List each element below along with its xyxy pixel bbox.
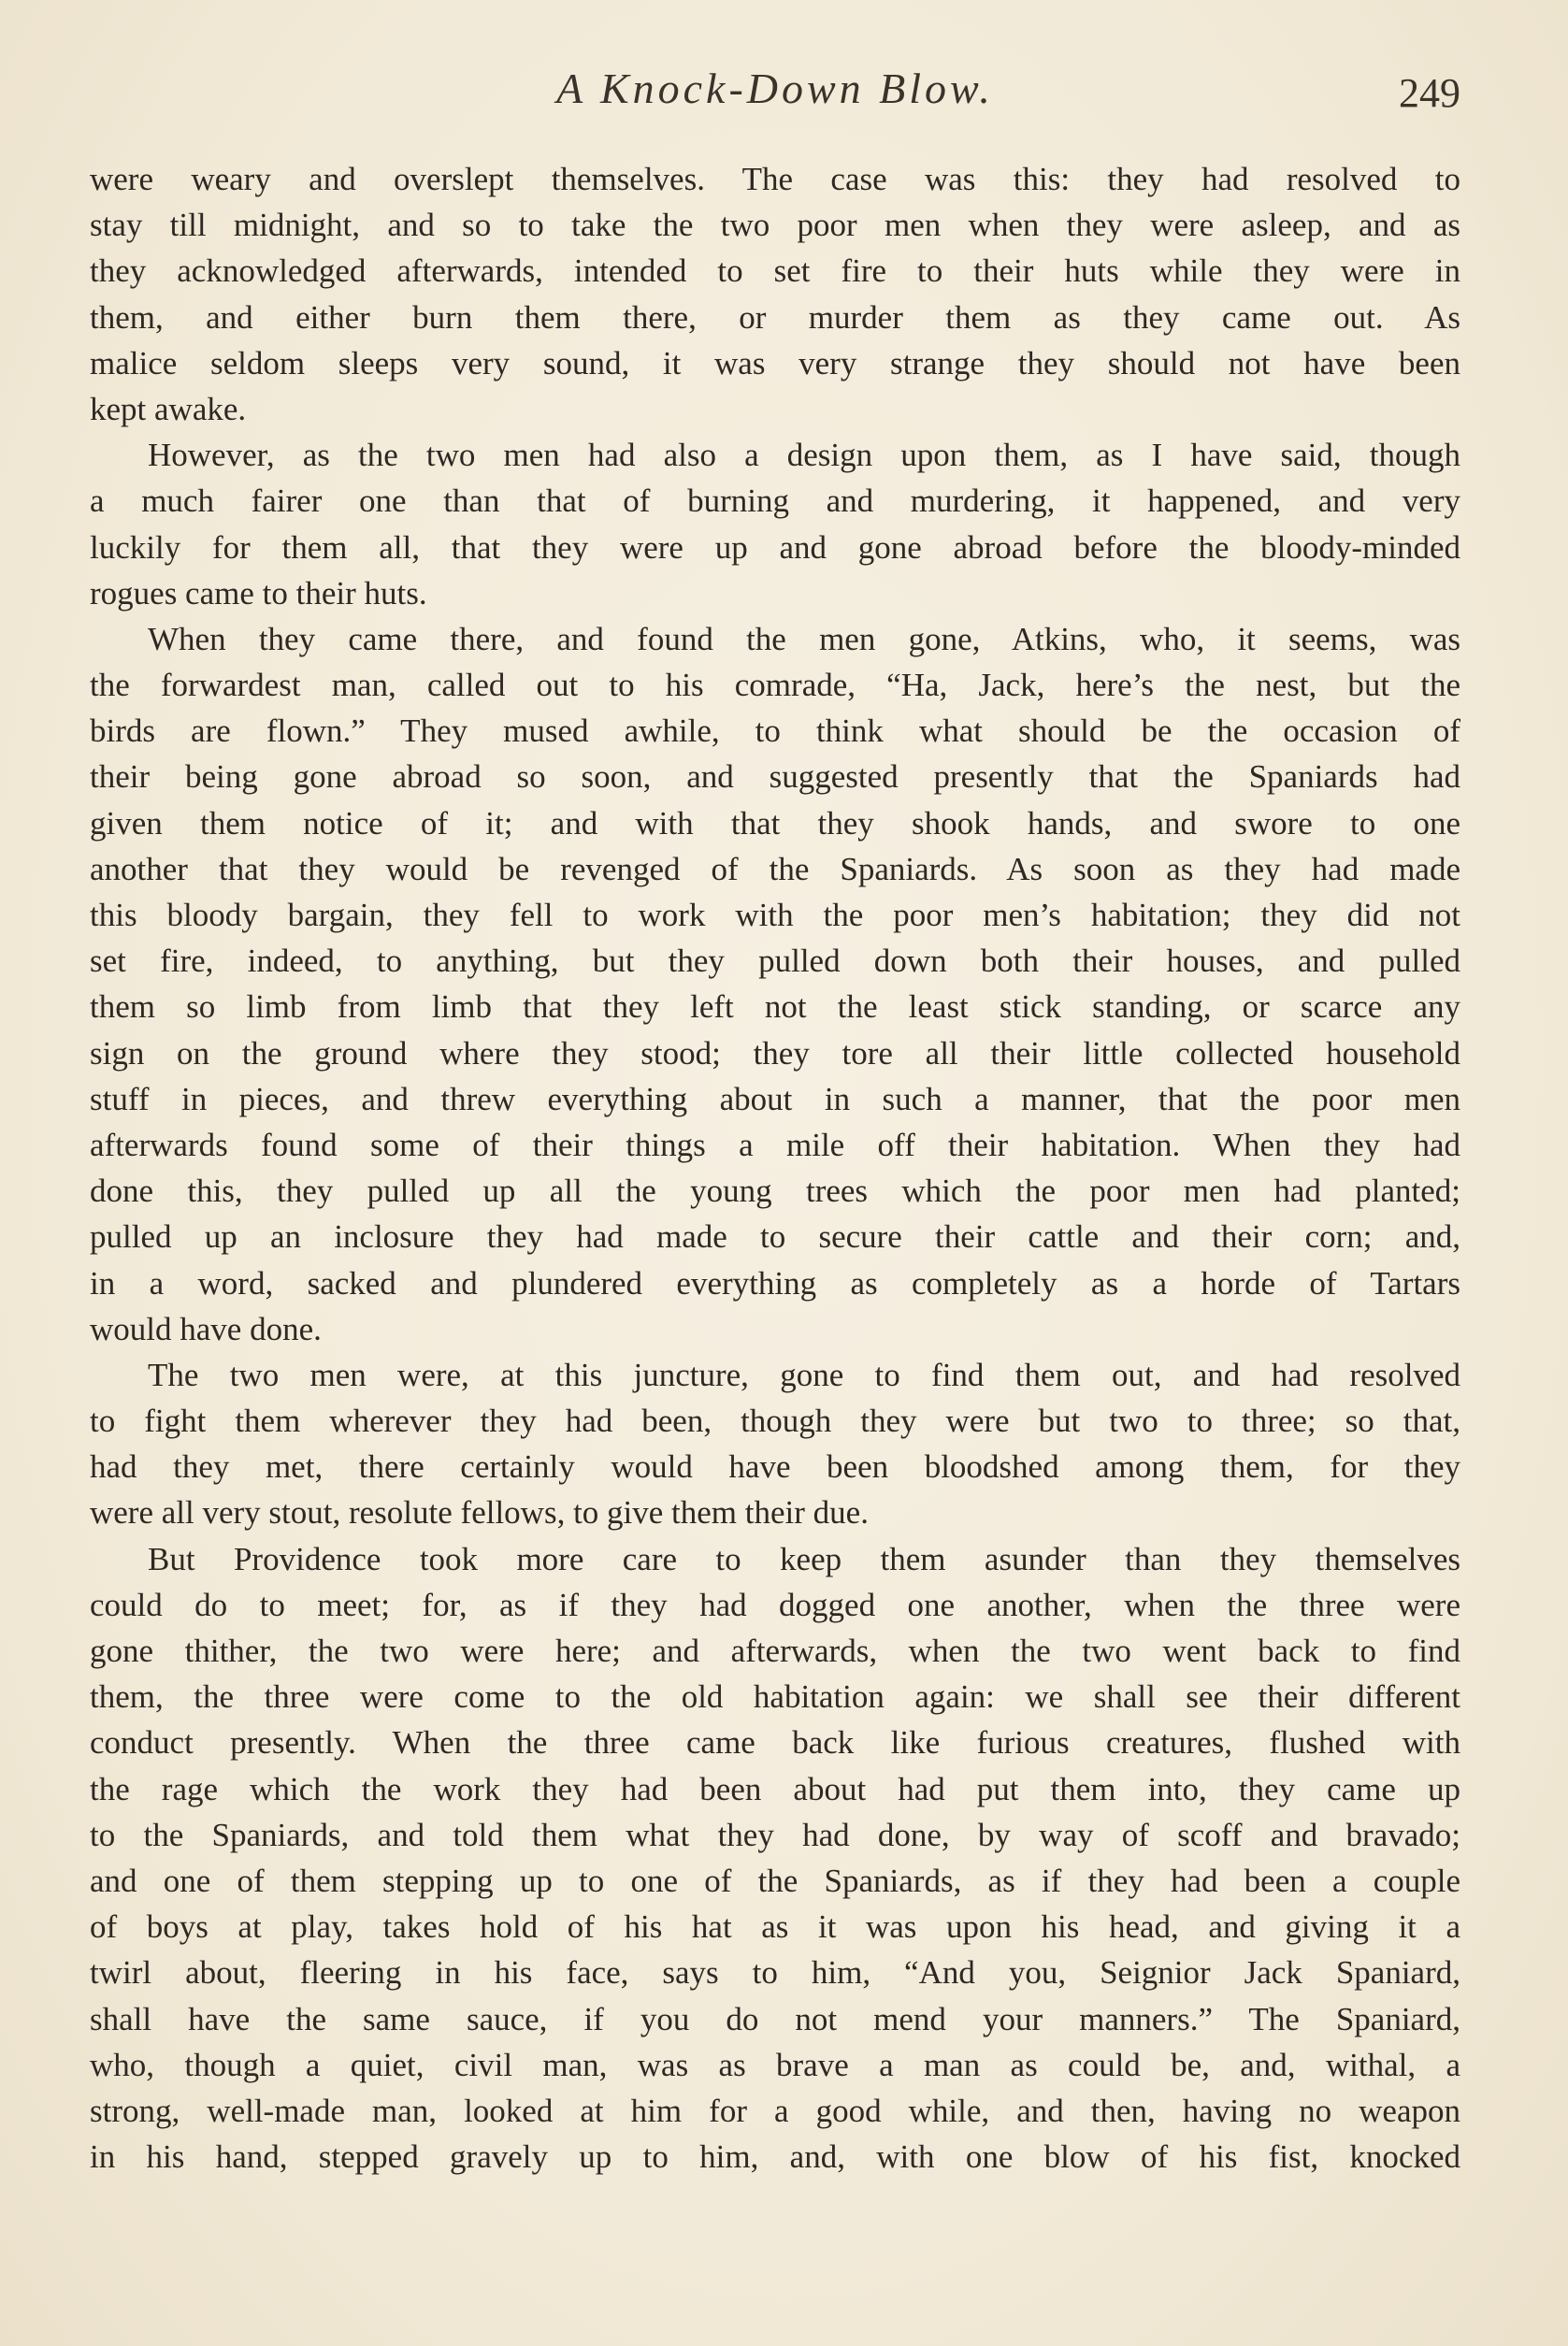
text-line: another that they would be revenged of the Spaniards. As soon as they had made: [90, 850, 1460, 887]
text-line: rogues came to their huts.: [90, 574, 427, 612]
text-line: and one of them stepping up to one of the Spaniards, as if they had been a couple: [90, 1862, 1460, 1899]
text-line: would have done.: [90, 1310, 322, 1347]
text-line: they acknowledged afterwards, intended to set fire to their huts while they were in: [90, 252, 1460, 290]
text-line: luckily for them all, that they were up and gone abroad before the bloody-minded: [90, 528, 1460, 566]
text-line: could do to meet; for, as if they had dogged one another, when the three were: [90, 1586, 1460, 1623]
text-line: the rage which the work they had been about had put them into, they came up: [90, 1770, 1460, 1807]
text-line: twirl about, fleering in his face, says to him, “And you, Seignior Jack Spaniard,: [90, 1954, 1460, 1992]
text-line: this bloody bargain, they fell to work with the poor men’s habitation; they did not: [90, 897, 1460, 933]
text-line: afterwards found some of their things a mile off their habitation. When they had: [90, 1126, 1460, 1163]
text-line: conduct presently. When the three came back like furious creatures, flushed with: [90, 1724, 1460, 1762]
text-line: to fight them wherever they had been, though they were but two to three; so that,: [90, 1403, 1460, 1440]
chapter-title: A Knock-Down Blow.: [556, 65, 994, 112]
text-line: birds are flown.” They mused awhile, to think what should be the occasion of: [90, 712, 1460, 750]
text-line: in his hand, stepped gravely up to him, and, with one blow of his fist, knocked: [90, 2138, 1460, 2176]
text-line: were weary and overslept themselves. The case was this: they had resolved to: [90, 161, 1460, 197]
text-line: sign on the ground where they stood; they tore all their little collected household: [90, 1034, 1460, 1072]
text-line: gone thither, the two were here; and afterwards, when the two went back to find: [90, 1633, 1460, 1669]
body-text: [90, 156, 1460, 2180]
text-line: strong, well-made man, looked at him for a good while, and then, having no weapon: [90, 2092, 1460, 2129]
text-line: shall have the same sauce, if you do not mend your manners.” The Spaniard,: [90, 2000, 1460, 2037]
text-line: in a word, sacked and plundered everything as completely as a horde of Tartars: [90, 1264, 1460, 1302]
text-line: had they met, there certainly would have been bloodshed among them, for they: [90, 1448, 1460, 1486]
text-line: pulled up an inclosure they had made to secure their cattle and their corn; and,: [90, 1218, 1460, 1256]
text-line: kept awake.: [90, 390, 247, 427]
text-line: The two men were, at this juncture, gone to find them out, and had resolved: [148, 1356, 1460, 1393]
running-head: [90, 64, 1460, 129]
text-line: stuff in pieces, and threw everything about in such a manner, that the poor men: [90, 1080, 1460, 1117]
text-line: malice seldom sleeps very sound, it was very strange they should not have been: [90, 344, 1460, 381]
text-line: them so limb from limb that they left not the least stick standing, or scarce any: [90, 988, 1460, 1026]
text-line: were all very stout, resolute fellows, to give them their due.: [90, 1494, 869, 1532]
text-line: the forwardest man, called out to his comrade, “Ha, Jack, here’s the nest, but the: [90, 667, 1460, 704]
text-line: them, and either burn them there, or murder them as they came out. As: [90, 298, 1460, 336]
text-line: to the Spaniards, and told them what they had done, by way of scoff and bravado;: [90, 1816, 1460, 1853]
text-line: who, though a quiet, civil man, was as brave a man as could be, and, withal, a: [90, 2046, 1460, 2083]
text-line: their being gone abroad so soon, and suggested presently that the Spaniards had: [90, 758, 1460, 796]
text-line: But Providence took more care to keep them asunder than they themselves: [148, 1540, 1460, 1577]
page-number: 249: [1399, 70, 1460, 116]
text-line: them, the three were come to the old habitation again: we shall see their different: [90, 1678, 1460, 1716]
text-line: given them notice of it; and with that they shook hands, and swore to one: [90, 804, 1460, 842]
text-line: done this, they pulled up all the young trees which the poor men had planted;: [90, 1173, 1460, 1210]
text-line: However, as the two men had also a design upon them, as I have said, though: [148, 437, 1460, 474]
text-line: stay till midnight, and so to take the two poor men when they were asleep, and as: [90, 207, 1460, 244]
text-line: of boys at play, takes hold of his hat as it was upon his head, and giving it a: [90, 1908, 1460, 1946]
text-line: a much fairer one than that of burning and murdering, it happened, and very: [90, 482, 1460, 520]
text-line: set fire, indeed, to anything, but they pulled down both their houses, and pulled: [90, 943, 1460, 980]
text-line: When they came there, and found the men gone, Atkins, who, it seems, was: [148, 620, 1460, 657]
